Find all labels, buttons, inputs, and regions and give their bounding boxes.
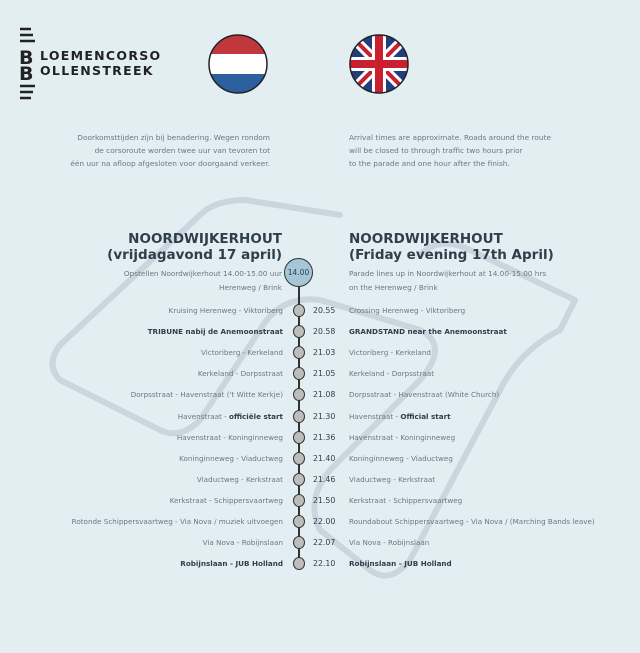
timeline-dot-icon bbox=[293, 325, 305, 338]
logo-line-2: OLLENSTREEK bbox=[40, 63, 154, 78]
heading-line: NOORDWIJKERHOUT bbox=[349, 231, 503, 247]
stop-name-nl-bold: TRIBUNE nabij de Anemoonstraat bbox=[147, 327, 283, 337]
stop-name-en bbox=[349, 454, 453, 463]
timeline-row bbox=[0, 346, 640, 360]
stop-name-en-plain: Via Nova - Robijnslaan bbox=[349, 538, 430, 548]
stop-name-nl bbox=[198, 369, 283, 378]
lineup-line: Parade lines up in Noordwijkerhout at 14.00-15.00 hrs bbox=[349, 269, 547, 278]
stop-name-en bbox=[349, 538, 429, 547]
stop-name-nl bbox=[180, 559, 283, 568]
timeline-row bbox=[0, 410, 640, 424]
intro-text-nl bbox=[10, 131, 270, 170]
arrival-time: 21.40 bbox=[313, 453, 336, 463]
timeline-dot-icon bbox=[293, 410, 305, 423]
lineup-line: Opstellen Noordwijkerhout 14.00-15.00 uur bbox=[123, 269, 282, 278]
stop-name-nl bbox=[148, 327, 283, 336]
arrival-time: 21.05 bbox=[313, 369, 336, 379]
stop-name-nl bbox=[72, 517, 283, 526]
intro-text-en bbox=[349, 131, 609, 170]
intro-line: één uur na afloop afgesloten voor doorgaand verkeer. bbox=[70, 159, 270, 168]
timeline-dot-icon bbox=[293, 304, 305, 317]
arrival-time: 21.46 bbox=[313, 474, 336, 484]
heading-en bbox=[349, 231, 554, 263]
arrival-time: 22.10 bbox=[313, 559, 336, 569]
stop-name-nl bbox=[177, 433, 283, 442]
stop-name-nl bbox=[179, 454, 283, 463]
heading-line: (vrijdagavond 17 april) bbox=[107, 247, 282, 263]
timeline-dot-icon bbox=[293, 388, 305, 401]
timeline-dot-icon bbox=[293, 431, 305, 444]
stop-name-nl-plain: Rotonde Schippersvaartweg - Via Nova / muziek uitvoegen bbox=[71, 517, 283, 526]
lineup-line: Herenweg / Brink bbox=[219, 283, 282, 292]
timeline-row bbox=[0, 304, 640, 318]
timeline-dot-icon bbox=[293, 452, 305, 465]
stop-name-en-plain: Viaductweg - Kerkstraat bbox=[349, 474, 436, 484]
lineup-text-en bbox=[349, 267, 546, 295]
stop-name-en bbox=[349, 369, 434, 378]
stop-name-en-plain: Havenstraat - Koninginneweg bbox=[349, 432, 456, 442]
heading-nl bbox=[107, 231, 282, 263]
arrival-time: 22.07 bbox=[313, 538, 336, 548]
stop-name-nl-plain: Via Nova - Robijnslaan bbox=[202, 538, 283, 548]
stop-name-nl-plain: Havenstraat - Koninginneweg bbox=[176, 432, 283, 442]
stop-name-nl bbox=[178, 412, 283, 421]
timeline-row bbox=[0, 473, 640, 487]
timeline-row bbox=[0, 388, 640, 402]
svg-text:B: B bbox=[19, 63, 34, 85]
timeline-dot-icon bbox=[293, 367, 305, 380]
stop-name-en bbox=[349, 390, 499, 399]
stop-name-en-bold: Robijnslaan - JUB Holland bbox=[349, 559, 452, 569]
stop-name-en bbox=[349, 433, 455, 442]
stop-name-nl-plain: Kerkeland - Dorpsstraat bbox=[197, 369, 283, 379]
arrival-time: 20.58 bbox=[313, 327, 336, 337]
intro-line: Doorkomsttijden zijn bij benadering. Wegen rondom bbox=[77, 133, 270, 142]
stop-name-nl-bold: officiële start bbox=[229, 411, 283, 421]
timeline-dot-icon bbox=[293, 346, 305, 359]
lineup-text-nl bbox=[124, 267, 282, 295]
stop-name-nl-plain: Dorpsstraat - Havenstraat ('t Witte Kerkje) bbox=[130, 390, 283, 400]
stop-name-en-bold: GRANDSTAND near the Anemoonstraat bbox=[349, 327, 507, 337]
stop-name-en-plain: Kerkeland - Dorpsstraat bbox=[349, 369, 435, 379]
stop-name-nl-plain: Havenstraat - bbox=[177, 411, 230, 421]
stop-name-en bbox=[349, 348, 431, 357]
stop-name-nl bbox=[197, 475, 283, 484]
stop-name-en bbox=[349, 306, 465, 315]
timeline-row bbox=[0, 557, 640, 571]
logo-line-1: LOEMENCORSO bbox=[40, 48, 162, 63]
stop-name-en-plain: Victoriberg - Kerkeland bbox=[349, 348, 431, 358]
stop-name-en bbox=[349, 327, 507, 336]
stop-name-nl bbox=[169, 306, 283, 315]
timeline-row bbox=[0, 494, 640, 508]
stop-name-en-plain: Dorpsstraat - Havenstraat (White Church) bbox=[349, 390, 500, 400]
stop-name-en-plain: Kerkstraat - Schippersvaartweg bbox=[349, 495, 463, 505]
intro-line: Arrival times are approximate. Roads around the route bbox=[349, 133, 552, 142]
stop-name-nl-bold: Robijnslaan - JUB Holland bbox=[180, 559, 283, 569]
stop-name-en-plain: Crossing Herenweg - Viktoriberg bbox=[349, 306, 466, 315]
intro-line: de corsoroute worden twee uur van tevoren tot bbox=[94, 146, 270, 155]
arrival-time: 22.00 bbox=[313, 517, 336, 526]
timeline-dot-icon bbox=[293, 557, 305, 570]
logo-text bbox=[40, 48, 161, 78]
stop-name-en-plain: Koninginneweg - Viaductweg bbox=[349, 453, 453, 463]
stop-name-en bbox=[349, 517, 595, 526]
stop-name-en bbox=[349, 559, 452, 568]
timeline-dot-icon bbox=[293, 494, 305, 507]
timeline-row bbox=[0, 452, 640, 466]
stop-name-en bbox=[349, 496, 462, 505]
timeline-dot-icon bbox=[293, 473, 305, 486]
timeline-dot-icon bbox=[293, 536, 305, 549]
stop-name-nl-plain: Kerkstraat - Schippersvaartweg bbox=[169, 495, 283, 505]
stop-name-nl bbox=[131, 390, 283, 399]
timeline-row bbox=[0, 536, 640, 550]
stop-name-en bbox=[349, 412, 451, 421]
stop-name-nl bbox=[203, 538, 283, 547]
netherlands-flag-icon[interactable] bbox=[208, 34, 268, 94]
intro-line: to the parade and one hour after the finish. bbox=[349, 159, 510, 168]
arrival-time: 21.03 bbox=[313, 348, 336, 358]
arrival-time: 21.36 bbox=[313, 432, 336, 442]
stop-name-en-plain: Havenstraat - bbox=[349, 411, 401, 421]
stop-name-nl-plain: Koninginneweg - Viaductweg bbox=[179, 453, 283, 463]
timeline-row bbox=[0, 431, 640, 445]
arrival-time: 20.55 bbox=[313, 306, 336, 315]
intro-line: will be closed to through traffic two hours prior bbox=[349, 146, 523, 155]
heading-line: (Friday evening 17th April) bbox=[349, 247, 554, 263]
stop-name-en bbox=[349, 475, 435, 484]
stop-name-en-bold: Official start bbox=[400, 411, 451, 421]
timeline-row bbox=[0, 325, 640, 339]
stop-name-nl bbox=[201, 348, 283, 357]
stop-name-nl-plain: Victoriberg - Kerkeland bbox=[201, 348, 283, 358]
united-kingdom-flag-icon[interactable] bbox=[349, 34, 409, 94]
arrival-time: 21.08 bbox=[313, 390, 336, 400]
start-time-badge: 14.00 bbox=[284, 258, 313, 287]
arrival-time: 21.30 bbox=[313, 411, 336, 421]
arrival-time: 21.50 bbox=[313, 495, 336, 505]
svg-text:B: B bbox=[19, 47, 34, 69]
timeline-dot-icon bbox=[293, 515, 305, 528]
stop-name-nl-plain: Kruising Herenweg - Viktoriberg bbox=[168, 306, 283, 315]
stop-name-nl-plain: Viaductweg - Kerkstraat bbox=[196, 474, 283, 484]
stop-name-en-plain: Roundabout Schippersvaartweg - Via Nova / (Marching Bands leave) bbox=[349, 517, 595, 526]
timeline-row bbox=[0, 367, 640, 381]
heading-line: NOORDWIJKERHOUT bbox=[128, 231, 282, 247]
lineup-line: on the Herenweg / Brink bbox=[349, 283, 438, 292]
stop-name-nl bbox=[170, 496, 283, 505]
timeline-row bbox=[0, 515, 640, 529]
